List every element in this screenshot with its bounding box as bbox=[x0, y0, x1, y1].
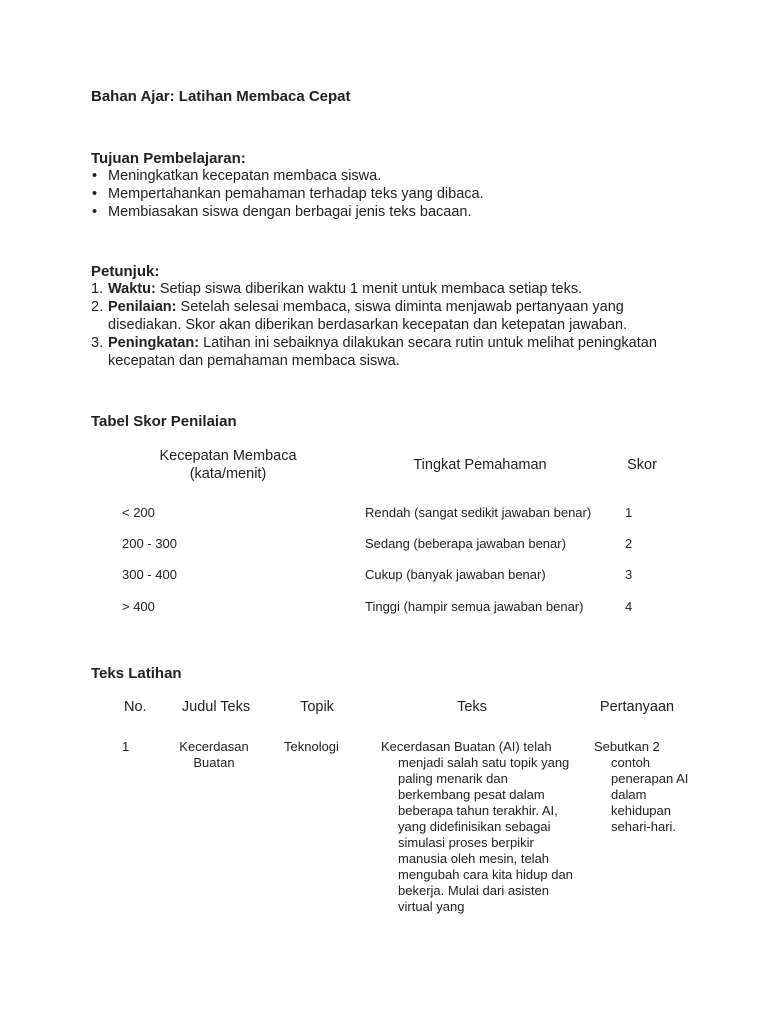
practice-cell-question: Sebutkan 2 contoh penerapan AI dalam kehidupan sehari-hari. bbox=[594, 739, 689, 834]
practice-col-no: No. bbox=[124, 699, 147, 715]
score-cell-score: 2 bbox=[625, 536, 633, 551]
instruction-item bbox=[91, 334, 666, 370]
score-cell-score: 4 bbox=[625, 599, 633, 614]
practice-col-topic: Topik bbox=[300, 699, 334, 715]
instructions-list bbox=[91, 280, 666, 370]
score-cell-comprehension: Sedang (beberapa jawaban benar) bbox=[365, 536, 566, 551]
score-cell-speed: < 200 bbox=[122, 505, 155, 520]
score-cell-comprehension: Cukup (banyak jawaban benar) bbox=[365, 567, 546, 582]
practice-cell-no: 1 bbox=[122, 739, 130, 754]
instruction-item bbox=[91, 280, 666, 298]
score-cell-score: 1 bbox=[625, 505, 633, 520]
practice-col-text: Teks bbox=[457, 699, 487, 715]
instruction-number: 3. bbox=[91, 335, 104, 351]
score-col-speed: Kecepatan Membaca (kata/menit) bbox=[159, 448, 297, 482]
instructions-heading: Petunjuk: bbox=[91, 263, 160, 280]
document-title: Bahan Ajar: Latihan Membaca Cepat bbox=[91, 88, 351, 105]
score-col-score: Skor bbox=[627, 457, 657, 473]
objectives-heading: Tujuan Pembelajaran: bbox=[91, 150, 246, 167]
score-cell-speed: 300 - 400 bbox=[122, 567, 177, 582]
score-col-comprehension: Tingkat Pemahaman bbox=[413, 457, 547, 473]
instruction-term: Peningkatan: bbox=[108, 335, 200, 351]
practice-cell-topic: Teknologi bbox=[284, 739, 339, 754]
score-cell-score: 3 bbox=[625, 567, 633, 582]
instruction-number: 1. bbox=[91, 281, 104, 297]
objective-item: • Membiasakan siswa dengan berbagai jenis teks bacaan. bbox=[91, 203, 711, 221]
score-table-heading: Tabel Skor Penilaian bbox=[91, 413, 237, 430]
instruction-text: Setiap siswa diberikan waktu 1 menit untuk membaca setiap teks. bbox=[155, 281, 583, 297]
score-cell-comprehension: Tinggi (hampir semua jawaban benar) bbox=[365, 599, 584, 614]
instruction-number: 2. bbox=[91, 299, 104, 315]
score-cell-speed: > 400 bbox=[122, 599, 155, 614]
objective-item: • Mempertahankan pemahaman terhadap teks yang dibaca. bbox=[91, 185, 711, 203]
objectives-list bbox=[91, 167, 711, 221]
objective-item: • Meningkatkan kecepatan membaca siswa. bbox=[91, 167, 711, 185]
instruction-term: Penilaian: bbox=[108, 299, 177, 315]
instruction-item bbox=[91, 298, 666, 334]
score-cell-speed: 200 - 300 bbox=[122, 536, 177, 551]
instruction-term: Waktu: bbox=[108, 281, 156, 297]
score-cell-comprehension: Rendah (sangat sedikit jawaban benar) bbox=[365, 505, 592, 520]
practice-cell-title: Kecerdasan Buatan bbox=[179, 739, 249, 770]
practice-col-title: Judul Teks bbox=[181, 699, 251, 715]
instruction-text: Setelah selesai membaca, siswa diminta menjawab pertanyaan yang disediakan. Skor akan diberikan berdasarkan kecepatan dan ketepatan jawaban. bbox=[108, 299, 628, 333]
practice-cell-text: Kecerdasan Buatan (AI) telah menjadi salah satu topik yang paling menarik dan berkembang pesat dalam beberapa tahun terakhir. AI, yang didefinisikan sebagai simulasi proses berpikir manusia oleh mesin, telah mengubah cara kita hidup dan bekerja. Mulai dari asisten virtual yang bbox=[381, 739, 573, 914]
practice-table-heading: Teks Latihan bbox=[91, 665, 182, 682]
practice-col-question: Pertanyaan bbox=[599, 699, 675, 715]
instruction-text: Latihan ini sebaiknya dilakukan secara rutin untuk melihat peningkatan kecepatan dan pemahaman membaca siswa. bbox=[108, 335, 657, 369]
